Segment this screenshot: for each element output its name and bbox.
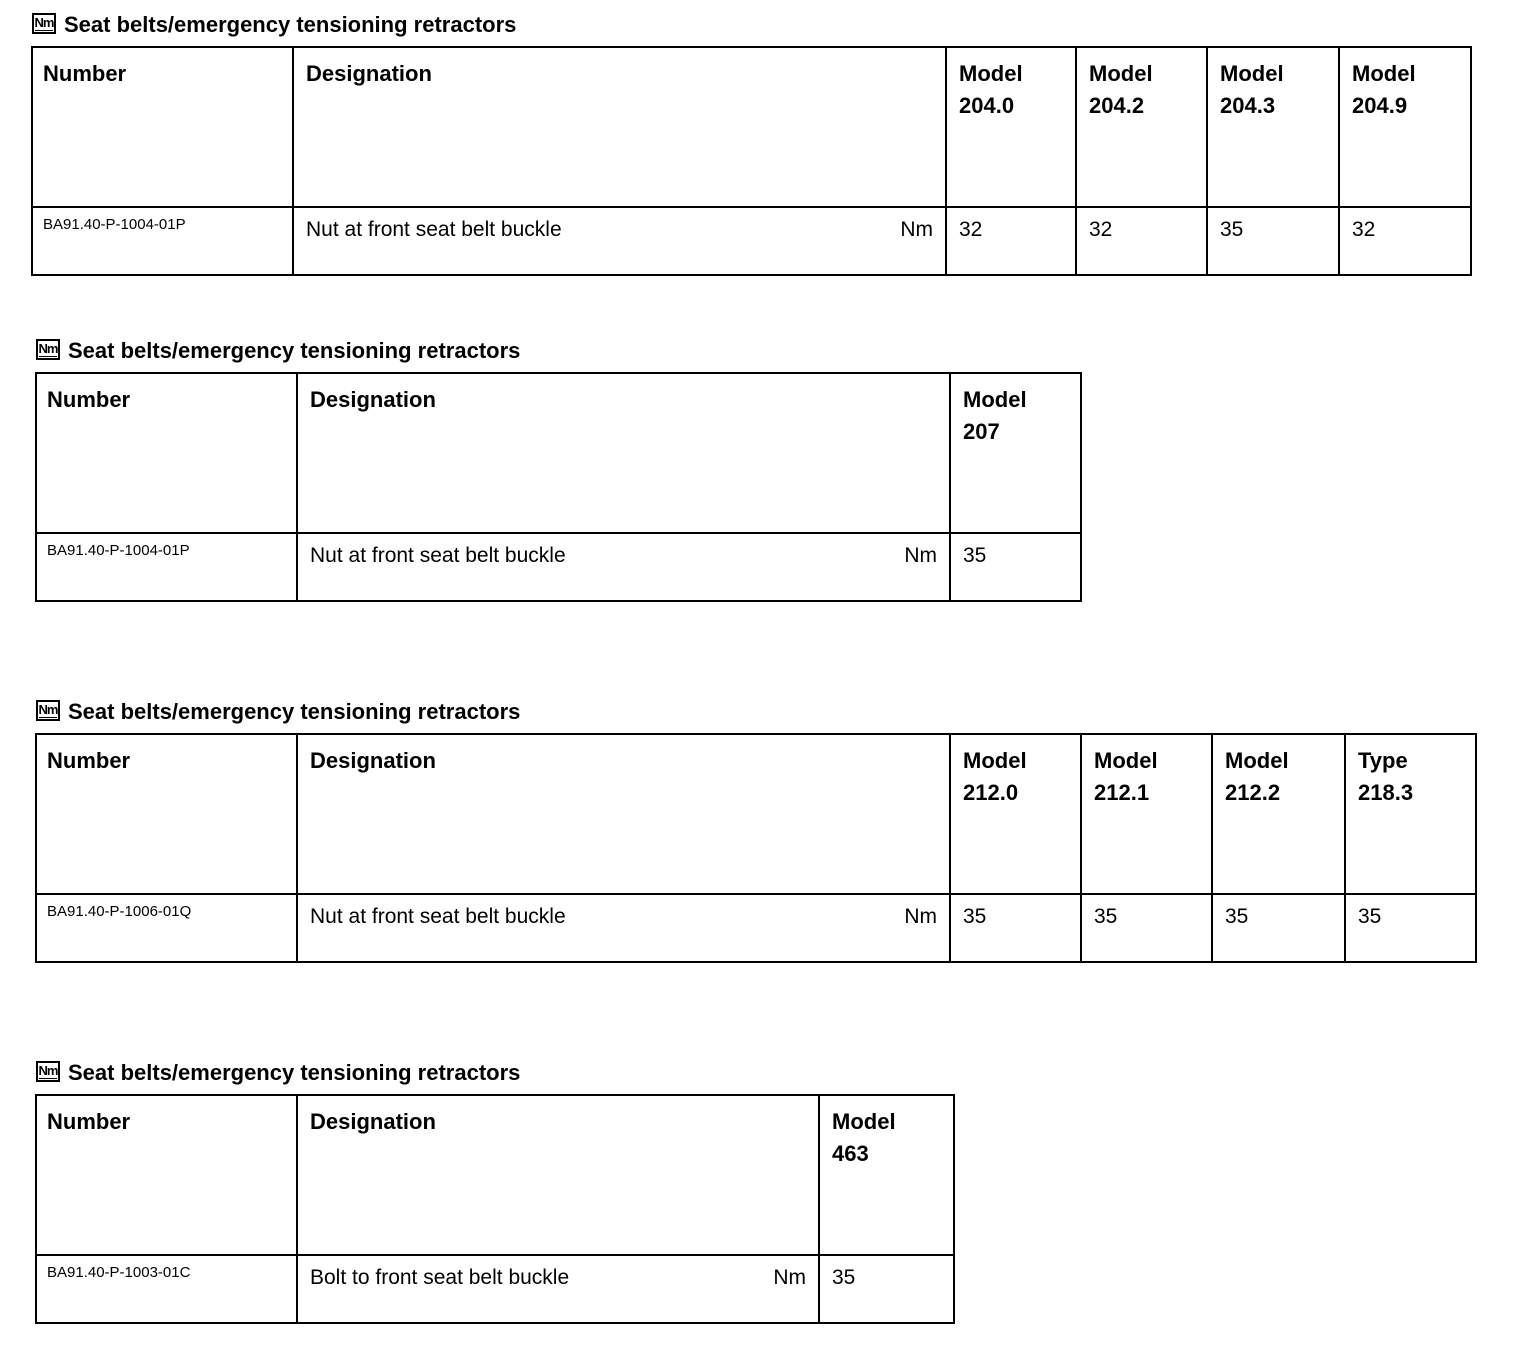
torque-nm-icon: Nm xyxy=(36,700,60,721)
torque-section-2 xyxy=(36,334,1082,602)
torque-nm-icon: Nm xyxy=(32,13,56,34)
part-number: BA91.40-P-1006-01Q xyxy=(36,894,297,962)
model-header: Model 212.1 xyxy=(1081,734,1212,894)
designation-text: Nut at front seat belt buckle xyxy=(310,905,566,928)
section-title: Seat belts/emergency tensioning retractors xyxy=(68,1060,521,1085)
number-header: Number xyxy=(36,1095,297,1255)
torque-value: 35 xyxy=(819,1255,954,1323)
torque-value: 32 xyxy=(1076,207,1207,275)
table-header-row xyxy=(36,1095,954,1255)
torque-section-4 xyxy=(36,1056,955,1324)
designation-cell xyxy=(297,533,950,601)
model-header: Model 212.0 xyxy=(950,734,1081,894)
torque-section-3 xyxy=(36,695,1477,963)
torque-value: 35 xyxy=(950,894,1081,962)
number-header: Number xyxy=(36,373,297,533)
number-header: Number xyxy=(36,734,297,894)
model-header: Model 207 xyxy=(950,373,1081,533)
type-header: Type 218.3 xyxy=(1345,734,1476,894)
part-number: BA91.40-P-1004-01P xyxy=(32,207,293,275)
torque-table xyxy=(31,46,1472,276)
torque-section-1 xyxy=(32,8,1472,276)
unit-label: Nm xyxy=(773,1266,806,1289)
torque-table xyxy=(35,733,1477,963)
table-row xyxy=(32,207,1471,275)
part-number: BA91.40-P-1003-01C xyxy=(36,1255,297,1323)
table-header-row xyxy=(32,47,1471,207)
designation-header: Designation xyxy=(297,1095,819,1255)
torque-value: 35 xyxy=(1345,894,1476,962)
number-header: Number xyxy=(32,47,293,207)
torque-nm-icon: Nm xyxy=(36,1061,60,1082)
section-title: Seat belts/emergency tensioning retractors xyxy=(68,699,521,724)
section-heading xyxy=(32,8,1472,38)
designation-text: Nut at front seat belt buckle xyxy=(306,218,562,241)
designation-text: Nut at front seat belt buckle xyxy=(310,544,566,567)
torque-value: 35 xyxy=(950,533,1081,601)
section-heading xyxy=(36,1056,955,1086)
torque-value: 32 xyxy=(1339,207,1471,275)
torque-table xyxy=(35,1094,955,1324)
model-header: Model 212.2 xyxy=(1212,734,1345,894)
designation-cell xyxy=(297,894,950,962)
unit-label: Nm xyxy=(904,544,937,567)
table-row xyxy=(36,894,1476,962)
torque-value: 35 xyxy=(1212,894,1345,962)
torque-value: 35 xyxy=(1207,207,1339,275)
designation-text: Bolt to front seat belt buckle xyxy=(310,1266,570,1289)
designation-header: Designation xyxy=(293,47,946,207)
torque-value: 32 xyxy=(946,207,1076,275)
model-header: Model 204.3 xyxy=(1207,47,1339,207)
designation-header: Designation xyxy=(297,373,950,533)
designation-header: Designation xyxy=(297,734,950,894)
section-heading xyxy=(36,334,1082,364)
model-header: Model 204.2 xyxy=(1076,47,1207,207)
table-header-row xyxy=(36,734,1476,894)
model-header: Model 463 xyxy=(819,1095,954,1255)
designation-cell xyxy=(293,207,946,275)
section-heading xyxy=(36,695,1477,725)
table-row xyxy=(36,533,1081,601)
torque-value: 35 xyxy=(1081,894,1212,962)
table-header-row xyxy=(36,373,1081,533)
model-header: Model 204.0 xyxy=(946,47,1076,207)
designation-cell xyxy=(297,1255,819,1323)
section-title: Seat belts/emergency tensioning retractors xyxy=(64,12,517,37)
torque-nm-icon: Nm xyxy=(36,339,60,360)
model-header: Model 204.9 xyxy=(1339,47,1471,207)
torque-table xyxy=(35,372,1082,602)
unit-label: Nm xyxy=(900,218,933,241)
section-title: Seat belts/emergency tensioning retractors xyxy=(68,338,521,363)
table-row xyxy=(36,1255,954,1323)
unit-label: Nm xyxy=(904,905,937,928)
part-number: BA91.40-P-1004-01P xyxy=(36,533,297,601)
